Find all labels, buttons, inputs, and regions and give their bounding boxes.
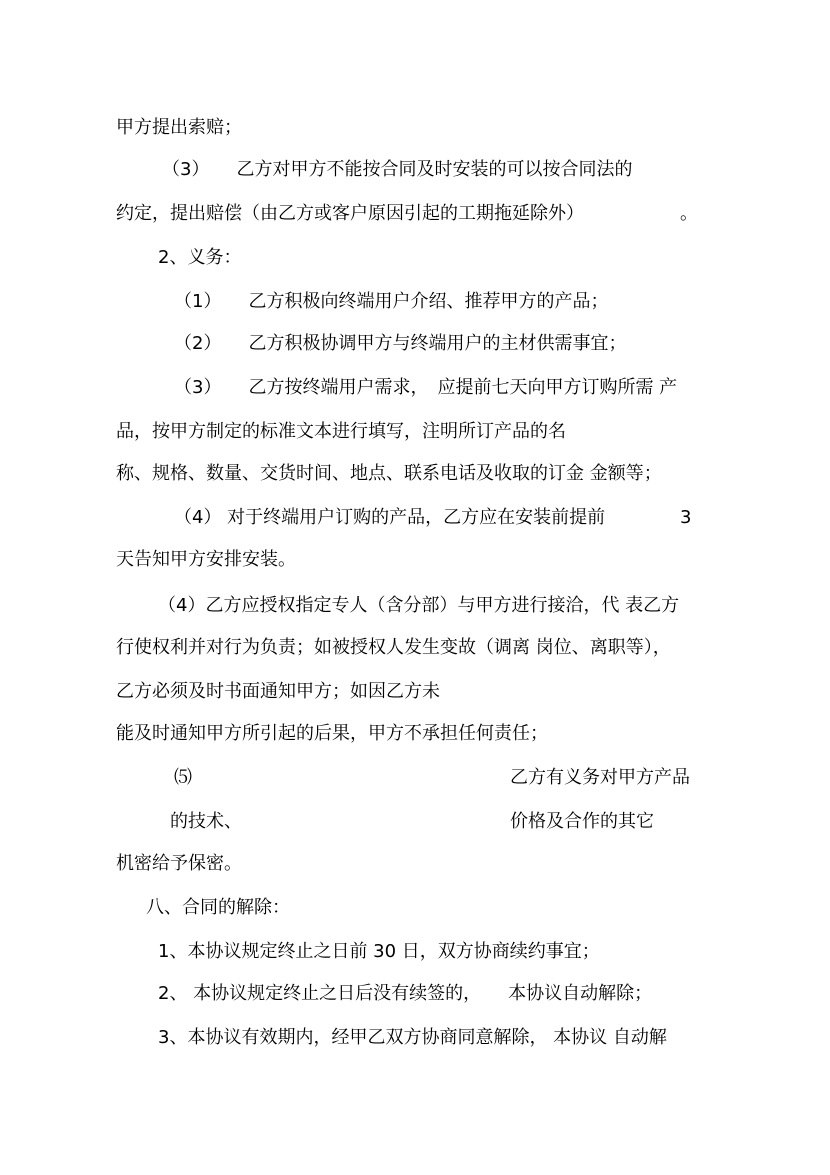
text-line: 天告知甲方安排安装。 (116, 549, 296, 570)
text-line: 2、 本协议规定终止之日后没有续签的， 本协议自动解除； (158, 983, 653, 1004)
text-line: 的技术、 (170, 811, 242, 832)
text-line: 3 (680, 507, 692, 528)
text-line: 3、本协议有效期内，经甲乙双方协商同意解除， 本协议 自动解 (158, 1027, 667, 1048)
text-line: 称、规格、数量、交货时间、地点、联系电话及收取的订金 金额等； (116, 463, 662, 484)
text-line: （4）乙方应授权指定专人（含分部）与甲方进行接洽，代 表乙方 (158, 595, 680, 616)
text-line: ⑸ (174, 767, 192, 788)
text-line: 行使权利并对行为负责；如被授权人发生变故（调离 岗位、离职等）， (116, 637, 671, 658)
text-line: 约定，提出赔偿（由乙方或客户原因引起的工期拖延除外） (116, 203, 584, 224)
text-line: 机密给予保密。 (116, 853, 242, 874)
text-line: 品，按甲方制定的标准文本进行填写，注明所订产品的名 (116, 421, 566, 442)
text-line: （4） 对于终端用户订购的产品，乙方应在安装前提前 (174, 507, 606, 528)
text-line: 乙方必须及时书面通知甲方；如因乙方未 (116, 681, 440, 702)
section-heading: 2、义务： (158, 247, 242, 268)
text-line: （2） 乙方积极协调甲方与终端用户的主材供需事宜； (174, 333, 627, 354)
text-line: （1） 乙方积极向终端用户介绍、推荐甲方的产品； (174, 291, 609, 312)
text-line: （3） 乙方按终端用户需求， 应提前七天向甲方订购所需 产 (174, 377, 678, 398)
text-line: （3） 乙方对甲方不能按合同及时安装的可以按合同法的 (162, 159, 633, 180)
text-line: 能及时通知甲方所引起的后果，甲方不承担任何责任； (116, 723, 548, 744)
text-line: 乙方有义务对甲方产品 (510, 767, 690, 788)
text-line: 1、本协议规定终止之日前 30 日，双方协商续约事宜； (158, 941, 600, 962)
text-line: 价格及合作的其它 (510, 811, 654, 832)
text-line: 甲方提出索赔； (116, 117, 242, 138)
section-heading: 八、合同的解除： (146, 897, 290, 918)
text-line: 。 (680, 203, 698, 224)
